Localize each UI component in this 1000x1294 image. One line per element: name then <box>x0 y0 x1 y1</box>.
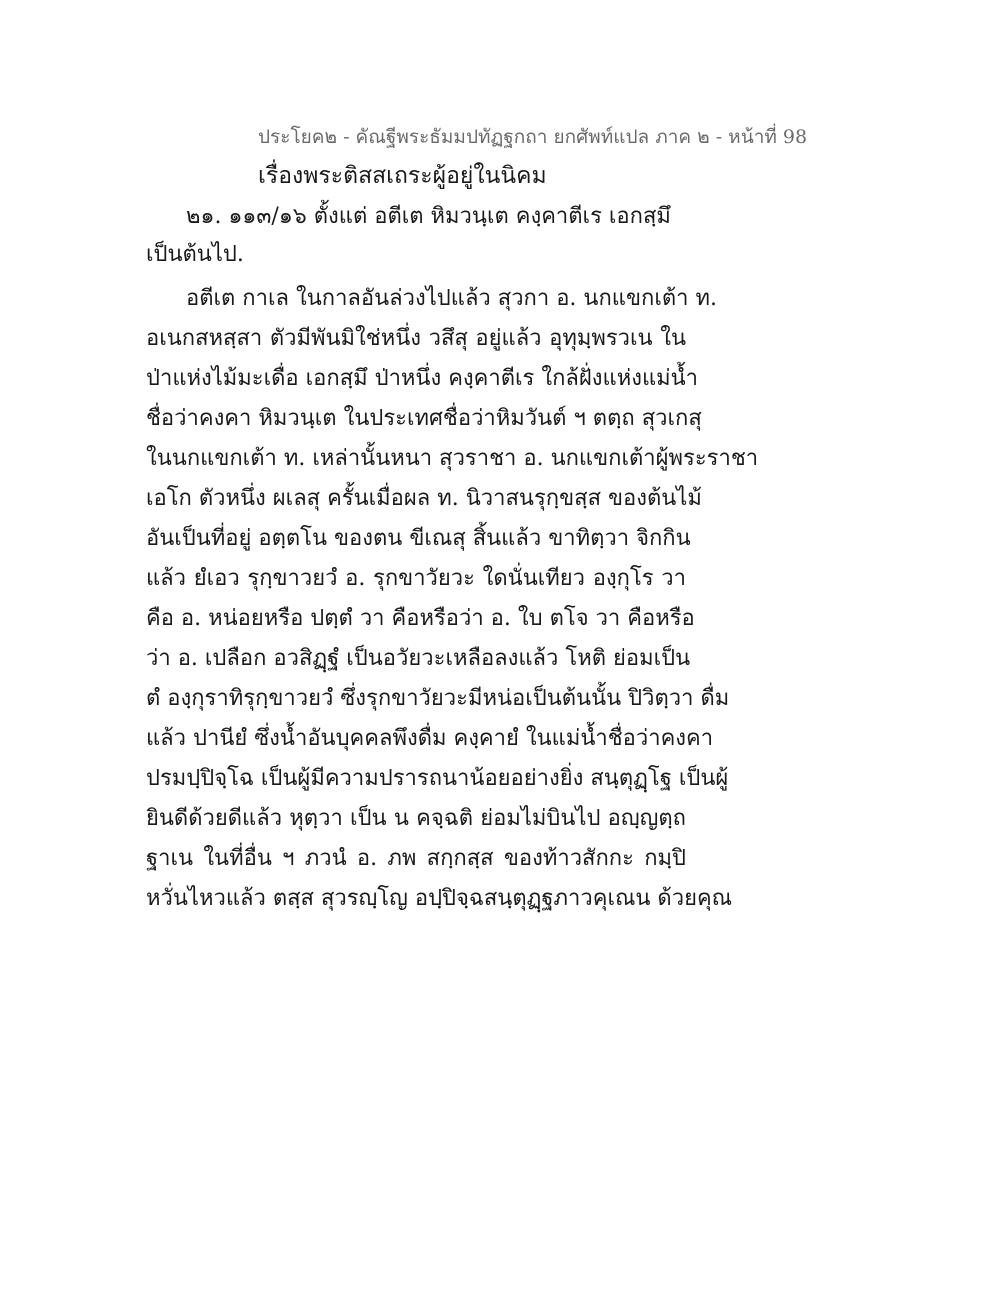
paragraph-line: แล้ว ยํเอว รุกฺขาวยวํ อ. รุกขาวัยวะ ใดนั่นเทียว องฺกุโร วา <box>146 566 686 591</box>
paragraph-line: ว่า อ. เปลือก อวสิฏฺฐํ เป็นอวัยวะเหลือลงแล้ว โหติ ย่อมเป็น <box>146 646 691 671</box>
paragraph-line: ตํ องฺกุราทิรุกฺขาวยวํ ซึ่งรุกขาวัยวะมีหน่อเป็นต้นนั้น ปิวิตฺวา ดื่ม <box>146 686 730 711</box>
paragraph-line: ยินดีด้วยดีแล้ว หุตฺวา เป็น น คจฺฉติ ย่อมไม่บินไป อญฺญตฺถ <box>146 806 686 831</box>
paragraph-line: หวั่นไหวแล้ว ตสฺส สุวรญฺโญ อปฺปิจฺฉสนฺตุฏฺฐภาวคุเณน ด้วยคุณ <box>146 886 733 911</box>
paragraph-line: อตีเต กาเล ในกาลอันล่วงไปแล้ว สุวกา อ. นกแขกเต้า ท. <box>186 286 717 311</box>
paragraph-line: ชื่อว่าคงคา หิมวนฺเต ในประเทศชื่อว่าหิมวันต์ ฯ ตตฺถ สุวเกสุ <box>146 406 702 431</box>
paragraph-line: ฐาเน ในที่อื่น ฯ ภวนํ อ. ภพ สกฺกสฺส ของท้าวสักกะ กมฺปิ <box>146 846 686 871</box>
paragraph-line: ในนกแขกเต้า ท. เหล่านั้นหนา สุวราชา อ. นกแขกเต้าผู้พระราชา <box>146 446 759 471</box>
reference-line: เป็นต้นไป. <box>146 242 244 267</box>
paragraph-line: เอโก ตัวหนึ่ง ผเลสุ ครั้นเมื่อผล ท. นิวาสนรุกฺขสฺส ของต้นไม้ <box>146 486 702 511</box>
paragraph-line: อเนกสหสฺสา ตัวมีพันมิใช่หนึ่ง วสึสุ อยู่แล้ว อุทุมฺพรวเน ใน <box>146 326 686 351</box>
paragraph-line: ป่าแห่งไม้มะเดื่อ เอกสฺมึ ป่าหนึ่ง คงฺคาตีเร ใกล้ฝั่งแห่งแม่น้ำ <box>146 366 699 391</box>
page-header: ประโยค๒ - คัณฐีพระธัมมปทัฏฐกถา ยกศัพท์แปล ภาค ๒ - หน้าที่ 98 <box>258 126 808 148</box>
story-title: เรื่องพระติสสเถระผู้อยู่ในนิคม <box>258 163 547 189</box>
paragraph-line: ปรมปฺปิจฺโฉ เป็นผู้มีความปรารถนาน้อยอย่างยิ่ง สนฺตุฏฺโฐ เป็นผู้ <box>146 766 729 791</box>
paragraph-line: แล้ว ปานียํ ซึ่งน้ำอันบุคคลพึงดื่ม คงฺคายํ ในแม่น้ำชื่อว่าคงคา <box>146 726 714 751</box>
reference-line: ๒๑. ๑๑๓/๑๖ ตั้งแต่ อตีเต หิมวนฺเต คงฺคาตีเร เอกสฺมึ <box>186 204 671 229</box>
paragraph-line: อันเป็นที่อยู่ อตฺตโน ของตน ขีเณสุ สิ้นแล้ว ขาทิตฺวา จิกกิน <box>146 526 691 551</box>
paragraph-line: คือ อ. หน่อยหรือ ปตฺตํ วา คือหรือว่า อ. ใบ ตโจ วา คือหรือ <box>146 606 695 631</box>
